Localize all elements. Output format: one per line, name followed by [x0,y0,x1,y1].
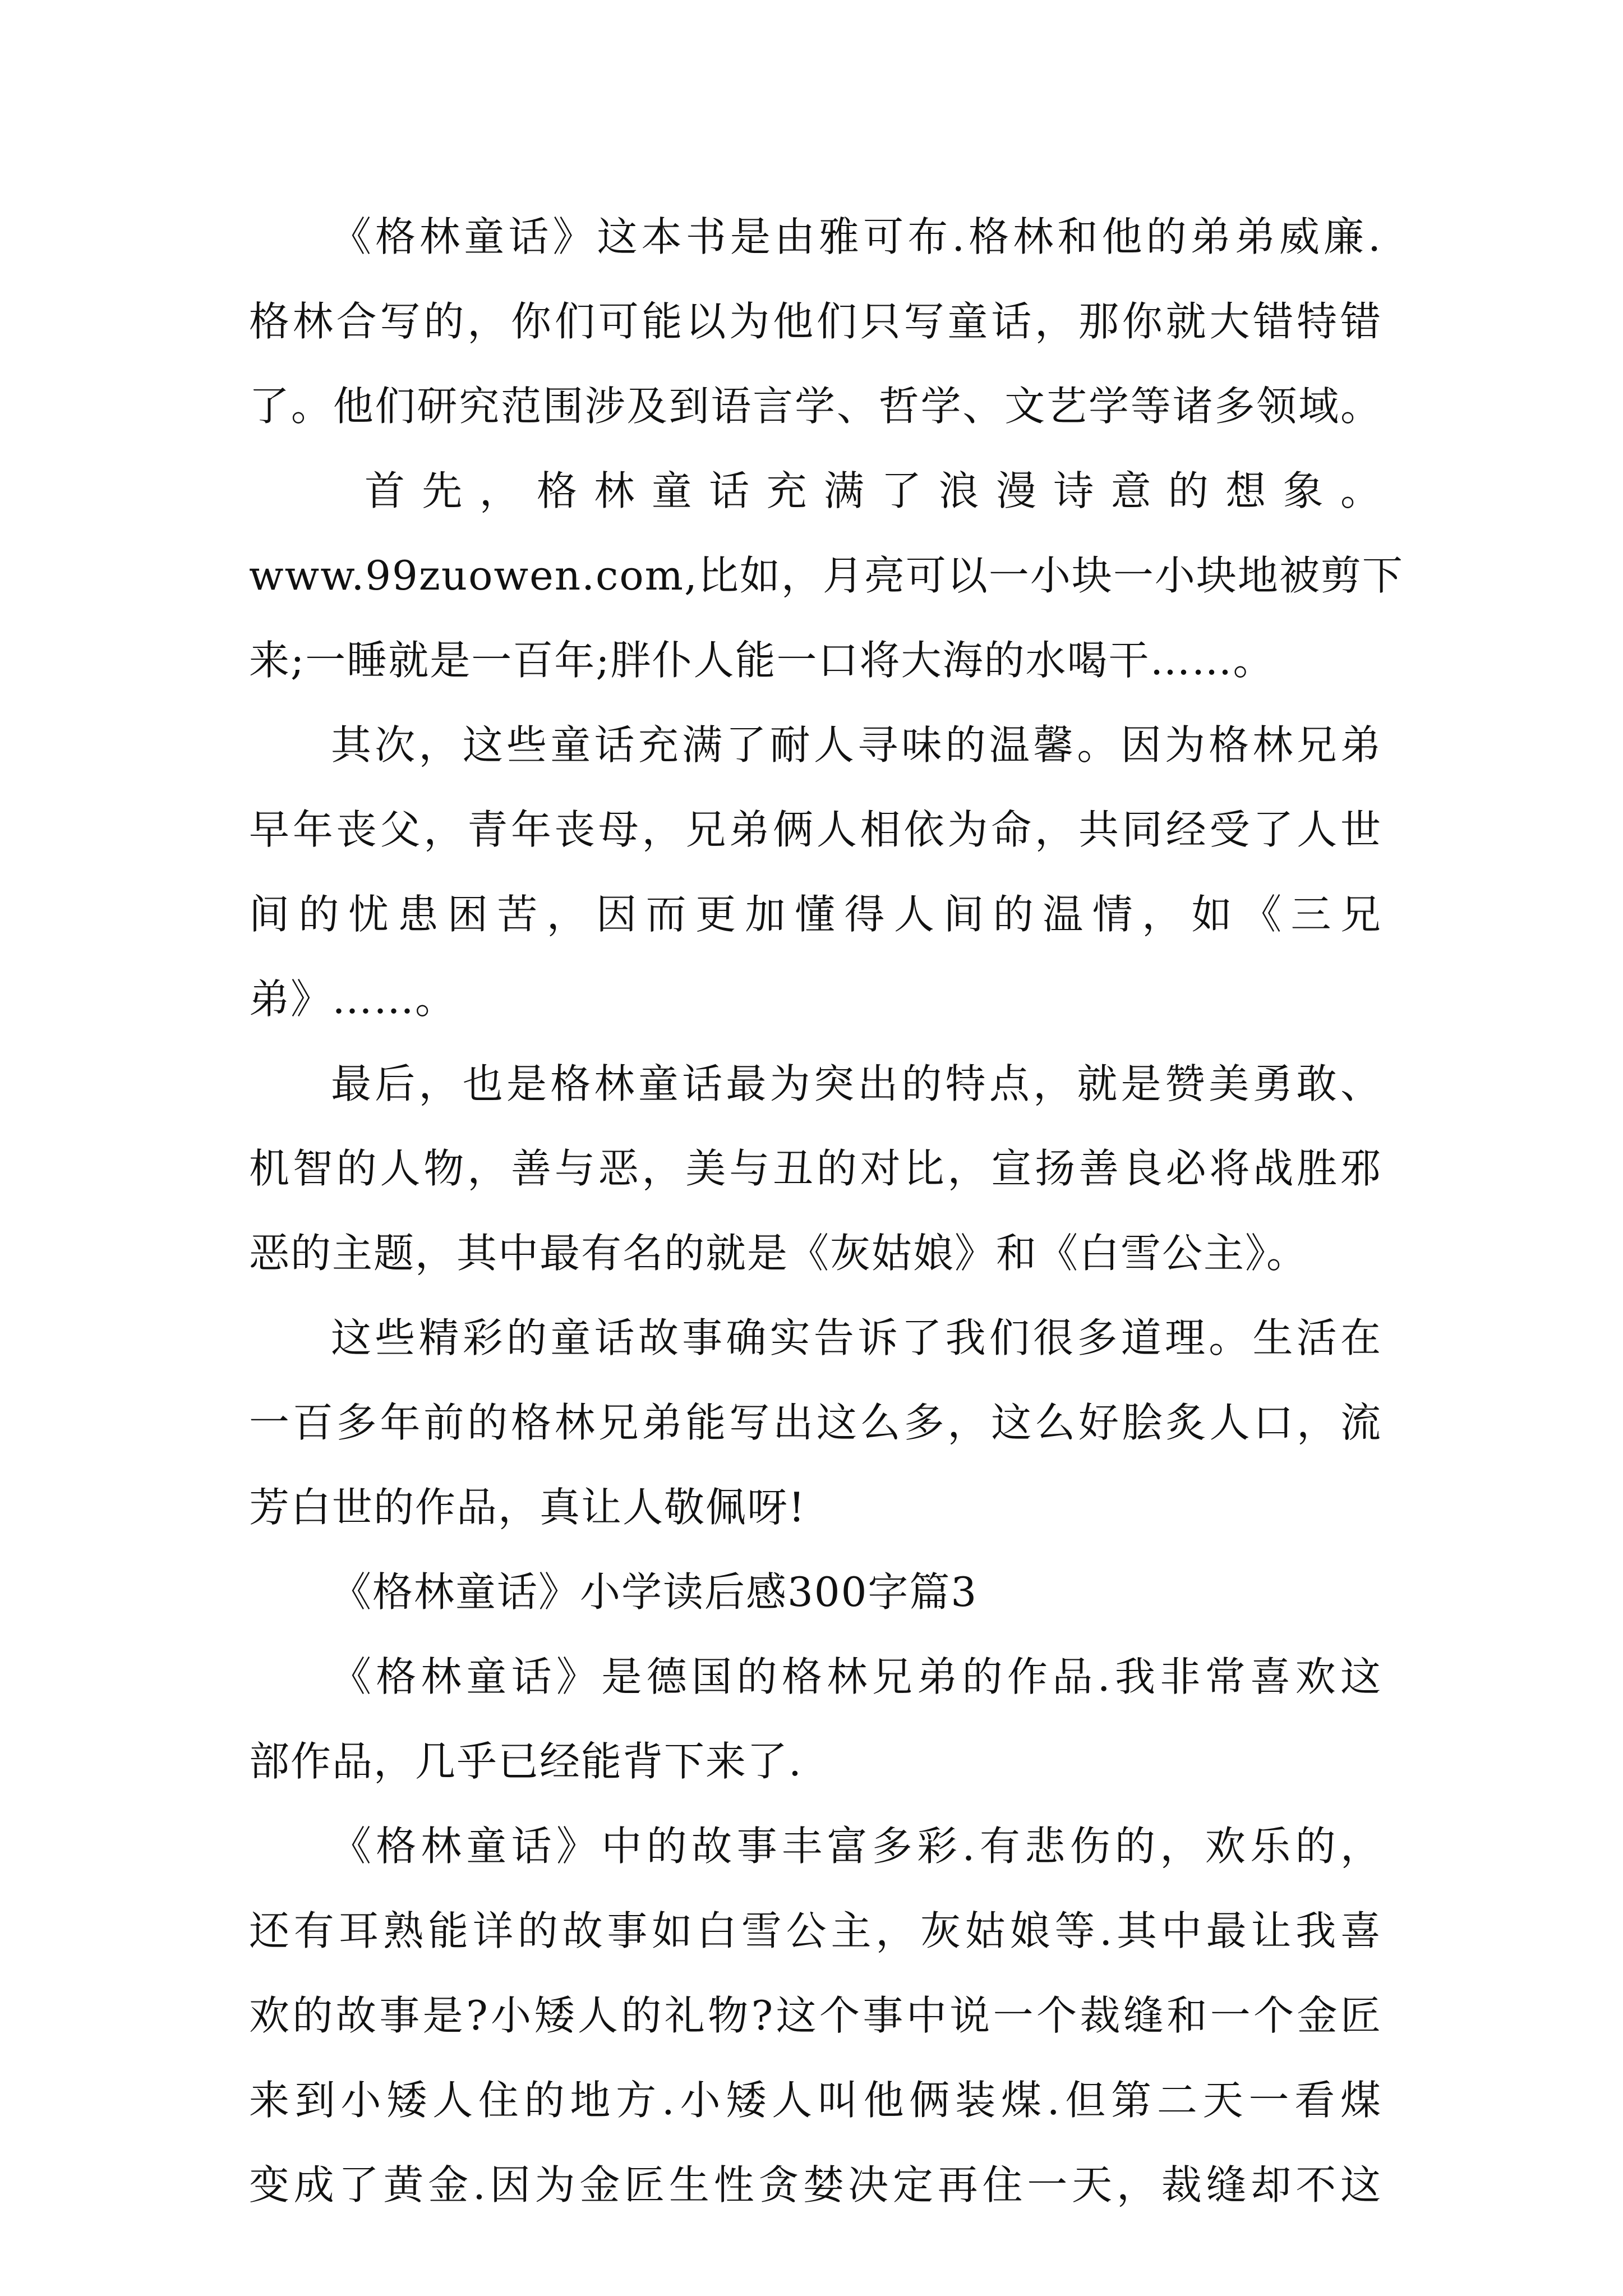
text-line: 变成了黄金.因为金匠生性贪婪决定再住一天，裁缝却不这 [249,2161,1382,2208]
text-line: 首先，格林童话充满了浪漫诗意的想象。 [365,467,1382,514]
text-line: 机智的人物，善与恶，美与丑的对比，宣扬善良必将战胜邪 [249,1145,1382,1192]
text-line: 早年丧父，青年丧母，兄弟俩人相依为命，共同经受了人世 [249,806,1382,853]
text-line: 恶的主题，其中最有名的就是《灰姑娘》和《白雪公主》。 [249,1230,1308,1277]
text-line: 《格林童话》这本书是由雅可布.格林和他的弟弟威廉. [331,213,1382,260]
text-line: 部作品，几乎已经能背下来了. [249,1738,803,1785]
text-line: 还有耳熟能详的故事如白雪公主，灰姑娘等.其中最让我喜 [249,1907,1382,1954]
text-line: 了。他们研究范围涉及到语言学、哲学、文艺学等诸多领域。 [249,383,1382,430]
text-line: 来到小矮人住的地方.小矮人叫他俩装煤.但第二天一看煤 [249,2077,1382,2124]
text-line: 欢的故事是?小矮人的礼物?这个事中说一个裁缝和一个金匠 [249,1992,1382,2039]
text-line: 格林合写的，你们可能以为他们只写童话，那你就大错特错 [249,298,1382,345]
section-heading: 《格林童话》小学读后感300字篇3 [331,1568,978,1616]
text-line: 《格林童话》是德国的格林兄弟的作品.我非常喜欢这 [331,1653,1382,1700]
text-line: 一百多年前的格林兄弟能写出这么多，这么好脍炙人口，流 [249,1399,1382,1446]
text-line: 间的忧患困苦，因而更加懂得人间的温情，如《三兄 [249,891,1382,938]
text-line: 来;一睡就是一百年;胖仆人能一口将大海的水喝干……。 [249,637,1275,684]
text-line: 这些精彩的童话故事确实告诉了我们很多道理。生活在 [331,1314,1382,1361]
text-line: 弟》……。 [249,976,457,1023]
text-line: 其次，这些童话充满了耐人寻味的温馨。因为格林兄弟 [331,721,1382,769]
text-line: 芳白世的作品，真让人敬佩呀! [249,1484,806,1531]
text-line: www.99zuowen.com,比如，月亮可以一小块一小块地被剪下 [249,552,1404,599]
text-line: 最后，也是格林童话最为突出的特点，就是赞美勇敢、 [331,1060,1382,1107]
text-line: 《格林童话》中的故事丰富多彩.有悲伤的，欢乐的， [331,1823,1382,1870]
